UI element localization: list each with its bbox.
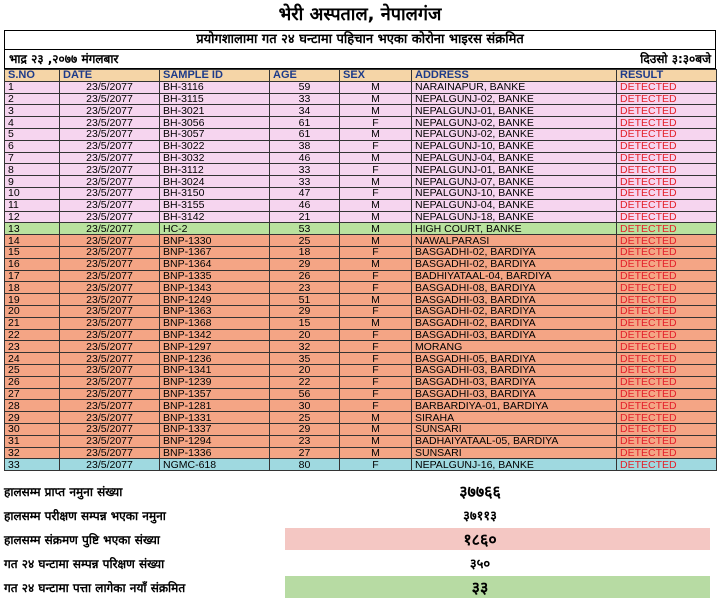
cell-address: NEPALGUNJ-07, BANKE [412,176,617,188]
cell-date: 23/5/2077 [60,211,160,223]
cell-result: DETECTED [617,459,717,471]
hospital-title: भेरी अस्पताल, नेपालगंज [278,4,442,25]
cell-date: 23/5/2077 [60,140,160,152]
table-row [5,376,717,388]
cell-sex: F [340,341,412,353]
cell-sample-id: BNP-1294 [160,435,270,447]
cell-sex: M [340,423,412,435]
cell-result: DETECTED [617,81,717,93]
cell-date: 23/5/2077 [60,447,160,459]
cell-sno: 30 [5,423,60,435]
col-header-sample-id: SAMPLE ID [160,70,270,82]
cell-sample-id: BNP-1341 [160,364,270,376]
cell-address: NARAINAPUR, BANKE [412,81,617,93]
cell-sex: F [340,282,412,294]
table-row [5,341,717,353]
cell-age: 33 [270,176,340,188]
cell-address: BASGADHI-02, BARDIYA [412,317,617,329]
cell-address: BASGADHI-03, BARDIYA [412,364,617,376]
cell-result: DETECTED [617,329,717,341]
cell-result: DETECTED [617,93,717,105]
cell-address: NEPALGUNJ-18, BANKE [412,211,617,223]
cell-sample-id: BH-3112 [160,164,270,176]
cell-sno: 12 [5,211,60,223]
cell-sample-id: BH-3057 [160,128,270,140]
cell-age: 38 [270,140,340,152]
cell-sno: 9 [5,176,60,188]
cell-age: 15 [270,317,340,329]
cell-date: 23/5/2077 [60,187,160,199]
cell-sex: M [340,105,412,117]
cell-sno: 26 [5,376,60,388]
summary-label: हालसम्म संक्रमण पुष्टि भएका संख्या [4,533,160,547]
cell-sno: 6 [5,140,60,152]
col-header-age: AGE [270,70,340,82]
table-row [5,152,717,164]
cell-result: DETECTED [617,423,717,435]
cell-result: DETECTED [617,128,717,140]
cell-sample-id: BNP-1239 [160,376,270,388]
cell-sex: M [340,435,412,447]
cell-date: 23/5/2077 [60,81,160,93]
cell-address: NEPALGUNJ-16, BANKE [412,459,617,471]
cell-age: 33 [270,164,340,176]
cell-age: 21 [270,211,340,223]
cell-address: BASGADHI-03, BARDIYA [412,376,617,388]
cell-sample-id: NGMC-618 [160,459,270,471]
table-row [5,447,717,459]
cell-address: BASGADHI-05, BARDIYA [412,353,617,365]
cell-date: 23/5/2077 [60,176,160,188]
cell-date: 23/5/2077 [60,400,160,412]
cell-date: 23/5/2077 [60,364,160,376]
cell-address: NAWALPARASI [412,235,617,247]
table-row [5,305,717,317]
table-row [5,459,717,471]
report-subtitle: प्रयोगशालामा गत २४ घन्टामा पहिचान भएका कोरोना भाइरस संक्रमित [4,30,716,50]
cell-sno: 2 [5,93,60,105]
cell-address: SUNSARI [412,423,617,435]
cell-result: DETECTED [617,353,717,365]
summary-label: गत २४ घन्टामा सम्पन्न परिक्षण संख्या [4,557,165,571]
cell-address: BARBARDIYA-01, BARDIYA [412,400,617,412]
table-row [5,223,717,235]
cell-age: 22 [270,376,340,388]
cell-age: 25 [270,235,340,247]
cell-sex: M [340,447,412,459]
cell-sex: M [340,81,412,93]
cell-date: 23/5/2077 [60,246,160,258]
table-row [5,211,717,223]
cell-age: 35 [270,353,340,365]
cell-sample-id: BNP-1297 [160,341,270,353]
cell-sample-id: BNP-1342 [160,329,270,341]
cell-sno: 24 [5,353,60,365]
cell-sno: 19 [5,294,60,306]
cell-result: DETECTED [617,246,717,258]
summary-highlight [285,528,710,550]
summary-row [0,575,720,598]
cell-date: 23/5/2077 [60,282,160,294]
cell-age: 59 [270,81,340,93]
cell-date: 23/5/2077 [60,235,160,247]
cell-sample-id: BH-3032 [160,152,270,164]
cell-age: 80 [270,459,340,471]
table-row [5,187,717,199]
cell-age: 61 [270,117,340,129]
cell-result: DETECTED [617,388,717,400]
cell-sex: M [340,128,412,140]
cell-result: DETECTED [617,235,717,247]
table-row [5,423,717,435]
cell-address: NEPALGUNJ-02, BANKE [412,117,617,129]
table-row [5,364,717,376]
cell-result: DETECTED [617,412,717,424]
cell-address: BASGADHI-02, BARDIYA [412,246,617,258]
cell-sex: M [340,223,412,235]
cell-address: BASGADHI-03, BARDIYA [412,294,617,306]
cell-result: DETECTED [617,294,717,306]
cell-sample-id: BNP-1368 [160,317,270,329]
summary-value: ३५० [469,557,491,572]
cell-sample-id: BH-3155 [160,199,270,211]
cell-address: NEPALGUNJ-02, BANKE [412,93,617,105]
cell-sample-id: BH-3116 [160,81,270,93]
table-row [5,235,717,247]
table-row [5,294,717,306]
table-row [5,400,717,412]
table-row [5,140,717,152]
cell-result: DETECTED [617,447,717,459]
cell-result: DETECTED [617,435,717,447]
cell-sno: 17 [5,270,60,282]
cell-date: 23/5/2077 [60,105,160,117]
summary-row [0,551,720,575]
cell-sample-id: BNP-1249 [160,294,270,306]
cell-sno: 32 [5,447,60,459]
cell-sno: 13 [5,223,60,235]
cell-result: DETECTED [617,317,717,329]
cell-sample-id: BNP-1343 [160,282,270,294]
cell-sno: 20 [5,305,60,317]
cell-sex: F [340,187,412,199]
cell-sex: F [340,329,412,341]
cell-sex: F [340,117,412,129]
cell-sex: M [340,294,412,306]
cell-age: 23 [270,282,340,294]
table-row [5,81,717,93]
cell-sample-id: BH-3024 [160,176,270,188]
col-header-sex: SEX [340,70,412,82]
cell-result: DETECTED [617,282,717,294]
cell-address: BASGADHI-02, BARDIYA [412,258,617,270]
summary-row [0,479,720,503]
table-row [5,317,717,329]
cell-sno: 7 [5,152,60,164]
cell-address: BADHAIYATAAL-05, BARDIYA [412,435,617,447]
cell-result: DETECTED [617,164,717,176]
cell-sample-id: BNP-1364 [160,258,270,270]
cell-sample-id: BNP-1367 [160,246,270,258]
cell-date: 23/5/2077 [60,294,160,306]
cell-sex: F [340,140,412,152]
cell-sample-id: BNP-1357 [160,388,270,400]
cell-sno: 29 [5,412,60,424]
cell-address: MORANG [412,341,617,353]
cell-result: DETECTED [617,341,717,353]
cell-sample-id: BNP-1336 [160,447,270,459]
cell-age: 34 [270,105,340,117]
cell-sno: 21 [5,317,60,329]
cell-sample-id: BNP-1363 [160,305,270,317]
cell-date: 23/5/2077 [60,152,160,164]
cell-sno: 23 [5,341,60,353]
cell-result: DETECTED [617,211,717,223]
summary-value: १८६० [463,530,497,549]
cell-result: DETECTED [617,376,717,388]
table-row [5,128,717,140]
cell-address: BADHIYATAAL-04, BARDIYA [412,270,617,282]
cell-sample-id: BH-3021 [160,105,270,117]
cell-age: 18 [270,246,340,258]
cell-sample-id: BH-3115 [160,93,270,105]
cell-date: 23/5/2077 [60,305,160,317]
cell-date: 23/5/2077 [60,199,160,211]
cell-sample-id: BH-3150 [160,187,270,199]
cell-sno: 8 [5,164,60,176]
cell-date: 23/5/2077 [60,412,160,424]
cell-age: 20 [270,364,340,376]
cell-address: NEPALGUNJ-04, BANKE [412,199,617,211]
cell-address: BASGADHI-08, BARDIYA [412,282,617,294]
col-header-sno: S.NO [5,70,60,82]
cell-sno: 27 [5,388,60,400]
cell-sample-id: BNP-1335 [160,270,270,282]
cell-age: 26 [270,270,340,282]
cell-sno: 3 [5,105,60,117]
cell-sex: M [340,176,412,188]
cell-result: DETECTED [617,400,717,412]
cell-sno: 22 [5,329,60,341]
table-row [5,353,717,365]
cell-sex: F [340,400,412,412]
cell-address: SUNSARI [412,447,617,459]
cell-sex: M [340,199,412,211]
cell-sno: 10 [5,187,60,199]
date-bar [4,50,716,69]
table-row [5,388,717,400]
cell-age: 51 [270,294,340,306]
cell-date: 23/5/2077 [60,388,160,400]
summary-label: हालसम्म प्राप्त नमुना संख्या [4,485,123,499]
report-date: भाद्र २३ ,२०७७ मंगलबार [9,52,119,66]
cell-sno: 4 [5,117,60,129]
summary-row [0,503,720,527]
cell-address: NEPALGUNJ-04, BANKE [412,152,617,164]
cell-sno: 31 [5,435,60,447]
cell-result: DETECTED [617,140,717,152]
table-row [5,246,717,258]
cell-address: BASGADHI-02, BARDIYA [412,305,617,317]
cell-date: 23/5/2077 [60,128,160,140]
summary-value: ३७११३ [463,509,497,524]
table-row [5,258,717,270]
cell-sno: 11 [5,199,60,211]
cell-age: 30 [270,400,340,412]
cell-sno: 33 [5,459,60,471]
cell-address: BASGADHI-03, BARDIYA [412,329,617,341]
report-time: दिउसो ३:३०बजे [640,52,711,66]
cell-sample-id: BH-3056 [160,117,270,129]
cell-sex: F [340,270,412,282]
cell-result: DETECTED [617,152,717,164]
cell-address: NEPALGUNJ-02, BANKE [412,128,617,140]
table-row [5,270,717,282]
cell-date: 23/5/2077 [60,329,160,341]
cell-age: 25 [270,412,340,424]
cell-sample-id: BNP-1331 [160,412,270,424]
cell-date: 23/5/2077 [60,459,160,471]
cell-result: DETECTED [617,364,717,376]
cases-table [4,69,717,471]
cell-sample-id: HC-2 [160,223,270,235]
table-row [5,199,717,211]
cell-result: DETECTED [617,270,717,282]
cell-result: DETECTED [617,223,717,235]
cell-age: 29 [270,305,340,317]
table-row [5,105,717,117]
cell-address: NEPALGUNJ-01, BANKE [412,164,617,176]
cell-sno: 28 [5,400,60,412]
cell-result: DETECTED [617,105,717,117]
cell-date: 23/5/2077 [60,270,160,282]
cell-sample-id: BNP-1330 [160,235,270,247]
table-row [5,117,717,129]
cell-sno: 5 [5,128,60,140]
cell-date: 23/5/2077 [60,117,160,129]
col-header-date: DATE [60,70,160,82]
table-row [5,176,717,188]
cell-address: NEPALGUNJ-01, BANKE [412,105,617,117]
cell-sex: M [340,258,412,270]
cell-result: DETECTED [617,199,717,211]
cell-result: DETECTED [617,258,717,270]
cell-sex: M [340,152,412,164]
cell-sno: 1 [5,81,60,93]
cell-sex: F [340,388,412,400]
cell-sex: F [340,164,412,176]
cell-sno: 16 [5,258,60,270]
col-header-address: ADDRESS [412,70,617,82]
cell-date: 23/5/2077 [60,435,160,447]
cell-date: 23/5/2077 [60,353,160,365]
cell-address: BASGADHI-03, BARDIYA [412,388,617,400]
cell-sno: 14 [5,235,60,247]
summary-label: हालसम्म परीक्षण सम्पन्न भएका नमुना [4,509,166,523]
cell-date: 23/5/2077 [60,317,160,329]
cell-date: 23/5/2077 [60,258,160,270]
cell-sex: F [340,459,412,471]
cell-date: 23/5/2077 [60,423,160,435]
summary-section [0,479,720,598]
table-row [5,282,717,294]
cell-sex: F [340,305,412,317]
summary-value: ३३ [471,578,489,597]
table-row [5,435,717,447]
cell-sex: F [340,246,412,258]
summary-value: ३७७६६ [459,482,501,501]
cell-result: DETECTED [617,305,717,317]
cell-age: 47 [270,187,340,199]
cell-address: NEPALGUNJ-10, BANKE [412,187,617,199]
cell-age: 23 [270,435,340,447]
cell-sno: 25 [5,364,60,376]
cell-age: 46 [270,152,340,164]
cell-result: DETECTED [617,176,717,188]
table-row [5,164,717,176]
cell-address: SIRAHA [412,412,617,424]
cell-date: 23/5/2077 [60,164,160,176]
cell-age: 61 [270,128,340,140]
cell-sno: 18 [5,282,60,294]
col-header-result: RESULT [617,70,717,82]
cell-date: 23/5/2077 [60,376,160,388]
cell-sno: 15 [5,246,60,258]
table-row [5,329,717,341]
summary-row [0,527,720,551]
cell-age: 29 [270,258,340,270]
cell-sample-id: BNP-1236 [160,353,270,365]
cell-result: DETECTED [617,187,717,199]
cell-sample-id: BH-3142 [160,211,270,223]
cell-age: 20 [270,329,340,341]
summary-highlight [285,576,710,598]
cell-sample-id: BH-3022 [160,140,270,152]
cell-sex: F [340,364,412,376]
cell-sample-id: BNP-1337 [160,423,270,435]
cell-date: 23/5/2077 [60,341,160,353]
cell-sex: M [340,211,412,223]
cell-sex: M [340,317,412,329]
cell-age: 29 [270,423,340,435]
cell-sex: M [340,412,412,424]
cell-date: 23/5/2077 [60,223,160,235]
cell-address: NEPALGUNJ-10, BANKE [412,140,617,152]
cell-sex: M [340,93,412,105]
summary-label: गत २४ घन्टामा पत्ता लागेका नयाँ संक्रमित [4,581,186,595]
cell-address: HIGH COURT, BANKE [412,223,617,235]
cell-age: 46 [270,199,340,211]
cell-age: 32 [270,341,340,353]
cell-sex: M [340,235,412,247]
cell-date: 23/5/2077 [60,93,160,105]
cell-age: 56 [270,388,340,400]
cell-age: 33 [270,93,340,105]
table-row [5,412,717,424]
cell-result: DETECTED [617,117,717,129]
cell-sex: F [340,353,412,365]
cell-sex: F [340,376,412,388]
cell-age: 27 [270,447,340,459]
cell-sample-id: BNP-1281 [160,400,270,412]
table-row [5,93,717,105]
table-header-row [5,70,717,82]
cell-age: 53 [270,223,340,235]
